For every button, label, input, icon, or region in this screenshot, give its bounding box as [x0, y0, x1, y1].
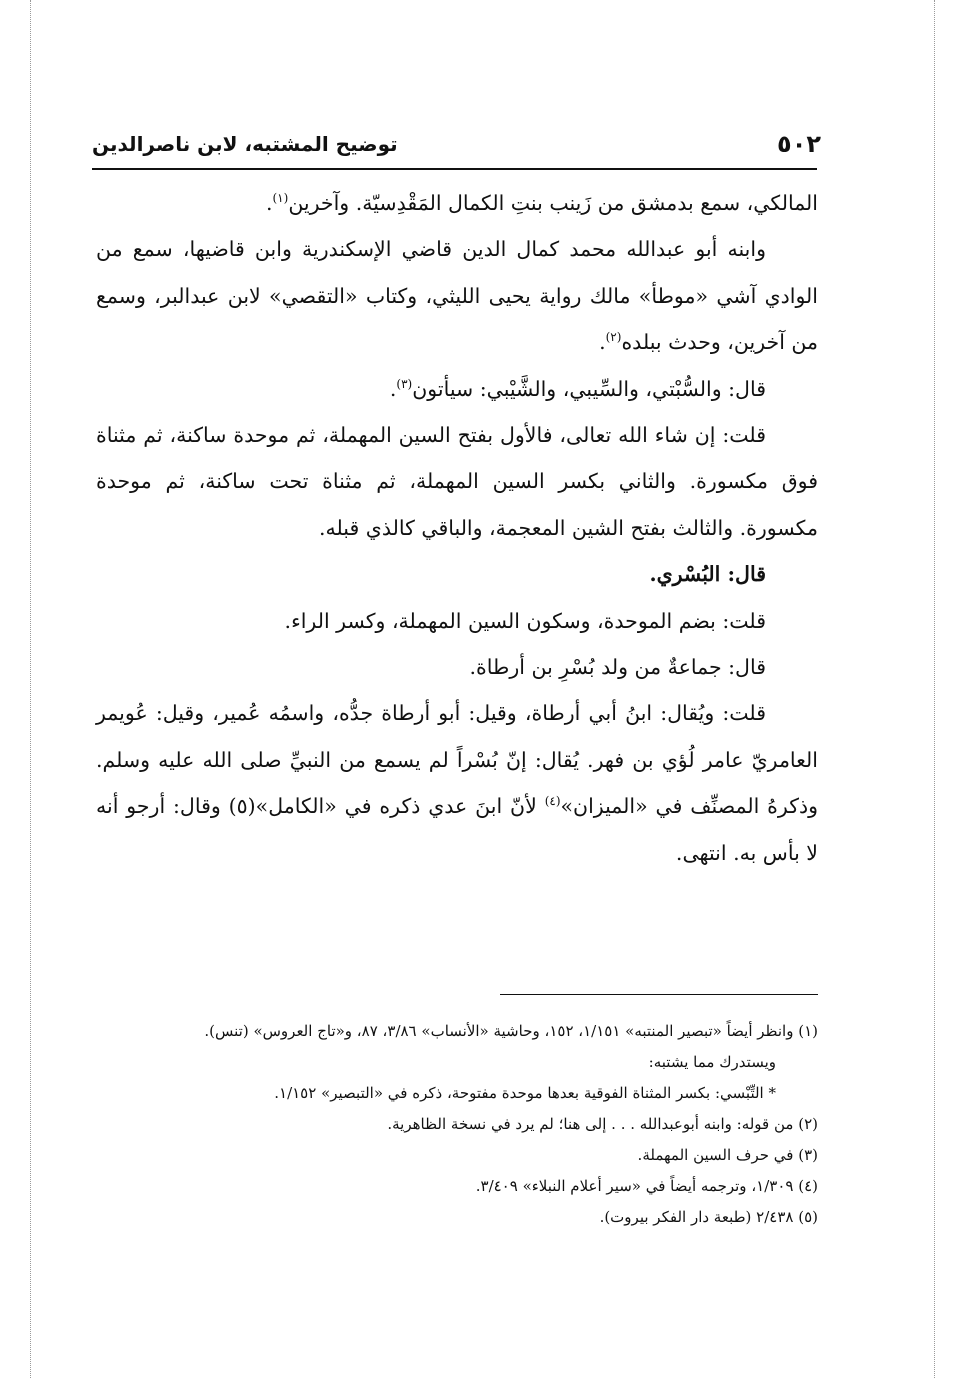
footnote: (٤) ١/٣٠٩، وترجمه أيضاً في «سير أعلام النبلاء» ٣/٤٠٩.	[475, 1177, 818, 1195]
scan-margin-dots	[30, 0, 33, 1378]
page-header	[92, 120, 821, 168]
paragraph-text: قلت: إن شاء الله تعالى، فالأول بفتح السين المهملة، ثم موحدة ساكنة، ثم مثناة فوق مكسورة. والثاني بكسر السين المهملة، ثم مثناة تحت ساكنة، ثم موحدة مكسورة. والثالث بفتح الشين المعجمة، والباقي كالذي قبله.	[96, 423, 818, 540]
footnote-marker: (٤)	[544, 794, 561, 809]
footnote-marker: (٣)	[396, 376, 413, 391]
footnote: ويستدرك مما يشتبه:	[648, 1053, 776, 1071]
footnote: (١) وانظر أيضاً «تبصير المنتبه» ١/١٥١، ١٥٢، وحاشية «الأنساب» ٣/٨٦، ٨٧، و«تاج العروس» (تنس).	[204, 1022, 818, 1040]
paragraph	[96, 551, 818, 597]
paragraph-text: قلت: ويُقال: ابنُ أبي أرطاة، وقيل: أبو أرطاة جدُّه، واسمُه عُمير، وقيل: عُويمر العامريّ عامر لُؤي بن فهر. يُقال: إنّ بُسْراً لم يسمع من النبيِّ صلى الله عليه وسلم. وذكرهُ المصنِّف في «الميزان»	[96, 701, 818, 819]
paragraph	[96, 644, 818, 690]
header-rule	[92, 168, 817, 170]
paragraph	[96, 690, 818, 876]
footnote: * التِّبْسي: بكسر المثناة الفوقية بعدها موحدة مفتوحة، ذكره في «التبصير» ١/١٥٢.	[274, 1084, 776, 1102]
paragraph-text: قال: البُسْري.	[649, 562, 766, 587]
footnote: (٥) ٢/٤٣٨ (طبعة دار الفكر بيروت).	[599, 1208, 818, 1226]
paragraph	[96, 180, 818, 226]
paragraph-text-end: .	[265, 191, 273, 215]
footnote-separator	[500, 994, 818, 995]
footnote-marker: (٢)	[605, 330, 622, 345]
footnote: (٢) من قوله: وابنه أبوعبدالله . . . إلى هنا؛ لم يرد في نسخة الظاهرية.	[387, 1115, 818, 1133]
paragraph	[96, 412, 818, 551]
main-text	[96, 180, 818, 876]
scan-margin-dots	[934, 0, 937, 1378]
paragraph-text: قال: جماعةٌ من ولد بُسْرِ بن أرطاة.	[469, 655, 766, 680]
running-title: توضيح المشتبه، لابن ناصرالدين	[92, 132, 398, 156]
paragraph-text-end: .	[599, 330, 606, 355]
paragraph-text: قال: والسُّبْتي، والسِّيبي، والشَّيْبي: سيأتون	[412, 376, 766, 401]
footnote-marker: (١)	[272, 191, 289, 206]
footnotes	[110, 1016, 818, 1233]
paragraph-text: وابنه أبو عبدالله محمد كمال الدين قاضي الإسكندرية وابن قاضيها، سمع من الوادي آشي «موطأ» مالك رواية يحيى الليثي، وكتاب «التقصي» لابن عبدالبر، وسمع من آخرين، وحدث ببلده	[96, 237, 819, 355]
paragraph-text-end: .	[389, 376, 397, 401]
paragraph	[96, 366, 818, 412]
paragraph-text-end: لأنّ ابنَ عدي ذكره في «الكامل»(٥) وقال: أرجو أنه لا بأس به. انتهى.	[96, 794, 818, 865]
paragraph	[96, 598, 818, 644]
page-number: ٥٠٢	[777, 130, 821, 158]
footnote: (٣) في حرف السين المهملة.	[637, 1146, 818, 1164]
paragraph	[96, 226, 818, 365]
paragraph-text: قلت: بضم الموحدة، وسكون السين المهملة، وكسر الراء.	[284, 608, 766, 633]
paragraph-text: المالكي، سمع بدمشق من زَينب بنتِ الكمال المَقْدِسيّة. وآخرين	[288, 191, 818, 215]
